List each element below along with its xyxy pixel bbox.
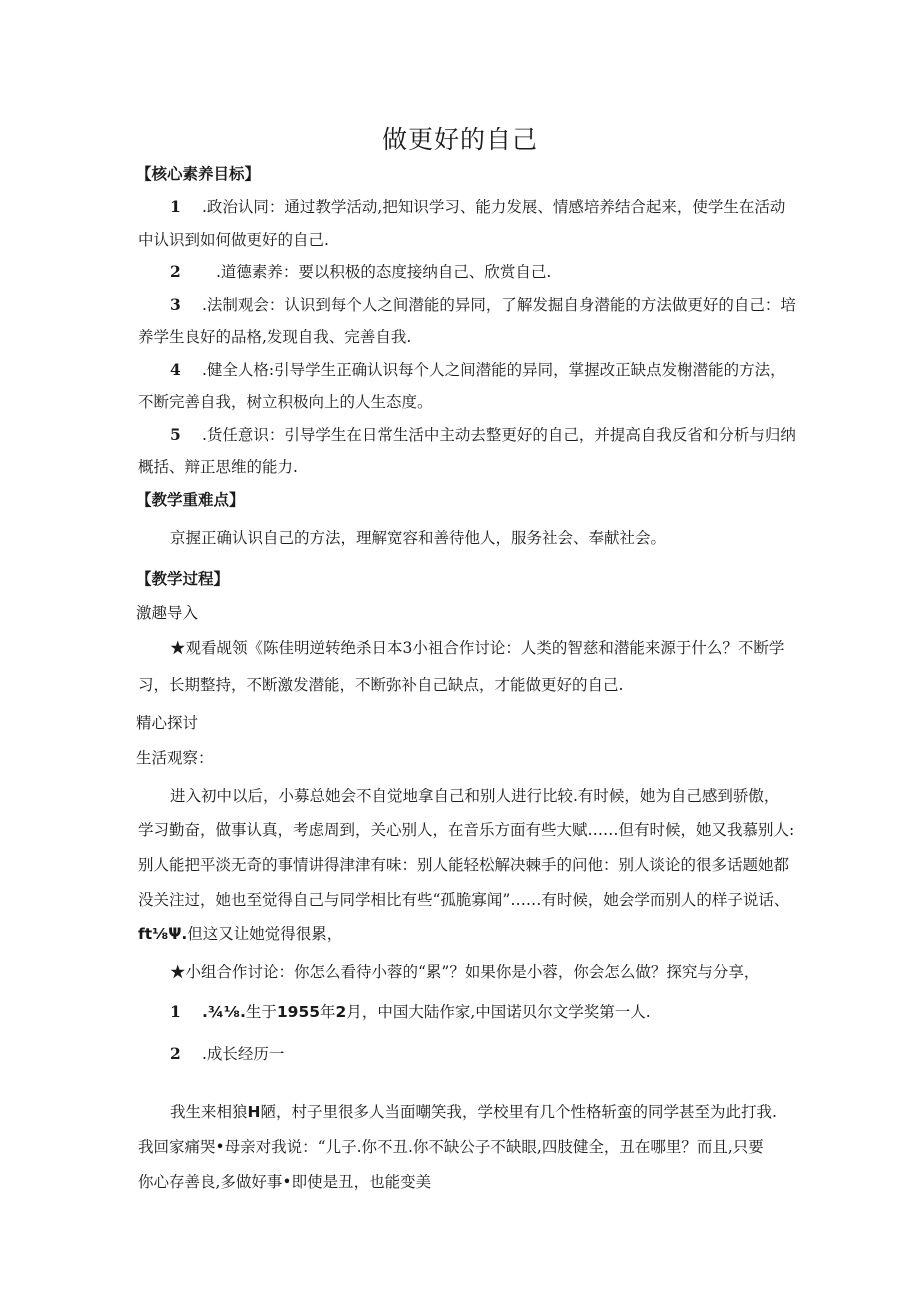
page-title: 做更好的自己: [381, 125, 538, 154]
goal-3-continued: 养学生良好的品格,发现自我、完善自我.: [138, 328, 412, 346]
item-text-end: 月，中国大陆作家,中国诺贝尔文学奖第一人.: [346, 1003, 651, 1021]
goal-5: [170, 423, 796, 445]
item-1: [170, 1000, 651, 1022]
quote-line-1: [170, 1100, 777, 1122]
life-observation-heading: 生活观察：: [136, 749, 214, 767]
discussion-text: ★小组合作讨论：你怎么看待小蓉的“累”？如果你是小蓉，你会怎么做？: [170, 963, 667, 981]
key-points-text: 京握正确认识自己的方法，理解宽容和善待他人，服务社会、奉献社会。: [170, 529, 667, 547]
explore-heading: 精心探讨: [136, 714, 199, 732]
goal-number: 4: [170, 360, 181, 379]
quote-line-3: 你心存善良,多做好事•即使是丑，也能变美: [138, 1173, 432, 1191]
item-text: 生于: [245, 1003, 277, 1021]
story-line-2: 学习勤奋，做事认真，考虑周到，关心别人，在音乐方面有些大赋……但有时候，她又我慕别人:: [138, 821, 795, 839]
item-text: .成长经历一: [202, 1045, 285, 1063]
goal-text: .货任意识：引导学生在日常生活中主动去整更好的自己，并提高自我反省和分析与归纳: [202, 426, 796, 444]
intro-heading: 激趣导入: [136, 604, 199, 622]
garbled-name: .¾⅛.: [202, 1003, 246, 1021]
intro-line-2: 习，长期整持，不断激发潜能，不断弥补自己缺点，才能做更好的自己.: [138, 676, 624, 694]
goal-3: [170, 293, 796, 315]
goal-text: .健全人格:引导学生正确认识每个人之间潜能的异同，掌握改正缺点发榭潜能的方法，: [202, 361, 786, 379]
garbled-text: ft⅛Ψ.: [138, 925, 188, 943]
story-line-5-rest: 但这又让她觉得很累，: [187, 925, 343, 943]
garbled-char: H: [247, 1103, 261, 1121]
item-number: 2: [170, 1044, 181, 1063]
item-text-mid: 年: [320, 1003, 336, 1021]
goal-number: 5: [170, 425, 181, 444]
goal-text: .法制观会：认识到每个人之间潜能的异同，了解发掘自身潜能的方法做更好的自己：培: [202, 296, 796, 314]
section-heading-process: 【教学过程】: [136, 570, 230, 588]
group-discussion: [170, 960, 759, 982]
story-line-5: [138, 922, 342, 944]
goal-4: [170, 358, 786, 380]
goal-text: .道德素养：要以积极的态度接纳自己、欣赏自己.: [216, 263, 552, 281]
section-heading-core-goals: 【核心素养目标】: [136, 165, 261, 183]
goal-5-continued: 概括、辩正思维的能力.: [138, 458, 298, 476]
goal-text: .政治认同：通过教学活动,把知识学习、能力发展、情感培养结合起来，使学生在活动: [202, 198, 786, 216]
quote-line-2: 我回家痛哭•母亲对我说：“儿子.你不丑.你不缺公子不缺眼,四肢健全，丑在哪里？而且,只要: [138, 1138, 764, 1156]
goal-number: 1: [170, 197, 181, 216]
story-line-1: 进入初中以后，小募总她会不自觉地拿自己和别人进行比较.有时候，她为自己感到骄傲，: [170, 787, 780, 805]
goal-1: [170, 195, 785, 217]
birth-month: 2: [335, 1003, 347, 1021]
quote-text-c: 陋，村子里很多人当面嘲笑我，学校里有几个性格斩蛮的同学甚至为此打我.: [260, 1103, 777, 1121]
quote-text-a: 我生来相狼: [170, 1103, 248, 1121]
section-heading-key-points: 【教学重难点】: [136, 491, 245, 509]
story-line-3: 别人能把平淡无奇的事情讲得津津有味：别人能轻松解决棘手的问他：别人谈论的很多话题她都: [138, 856, 790, 874]
item-number: 1: [170, 1002, 181, 1021]
explore-share-label: 探究与分享，: [666, 963, 760, 981]
goal-1-continued: 中认识到如何做更好的自己.: [138, 231, 329, 249]
birth-year: 1955: [276, 1003, 321, 1021]
item-2: [170, 1042, 284, 1064]
goal-number: 2: [170, 262, 181, 281]
intro-line-1: ★观看觇领《陈佳明逆转绝杀日本3小祖合作讨论：人类的智慈和潜能来源于什么？不断学: [170, 639, 785, 657]
goal-2: [170, 260, 551, 282]
goal-number: 3: [170, 295, 181, 314]
goal-4-continued: 不断完善自我，树立积极向上的人生态度。: [138, 393, 433, 411]
story-line-4: 没关注过，她也至觉得自己与同学相比有些“孤脆寡闻”……有时候，她会学而别人的样子说话、: [138, 891, 790, 909]
